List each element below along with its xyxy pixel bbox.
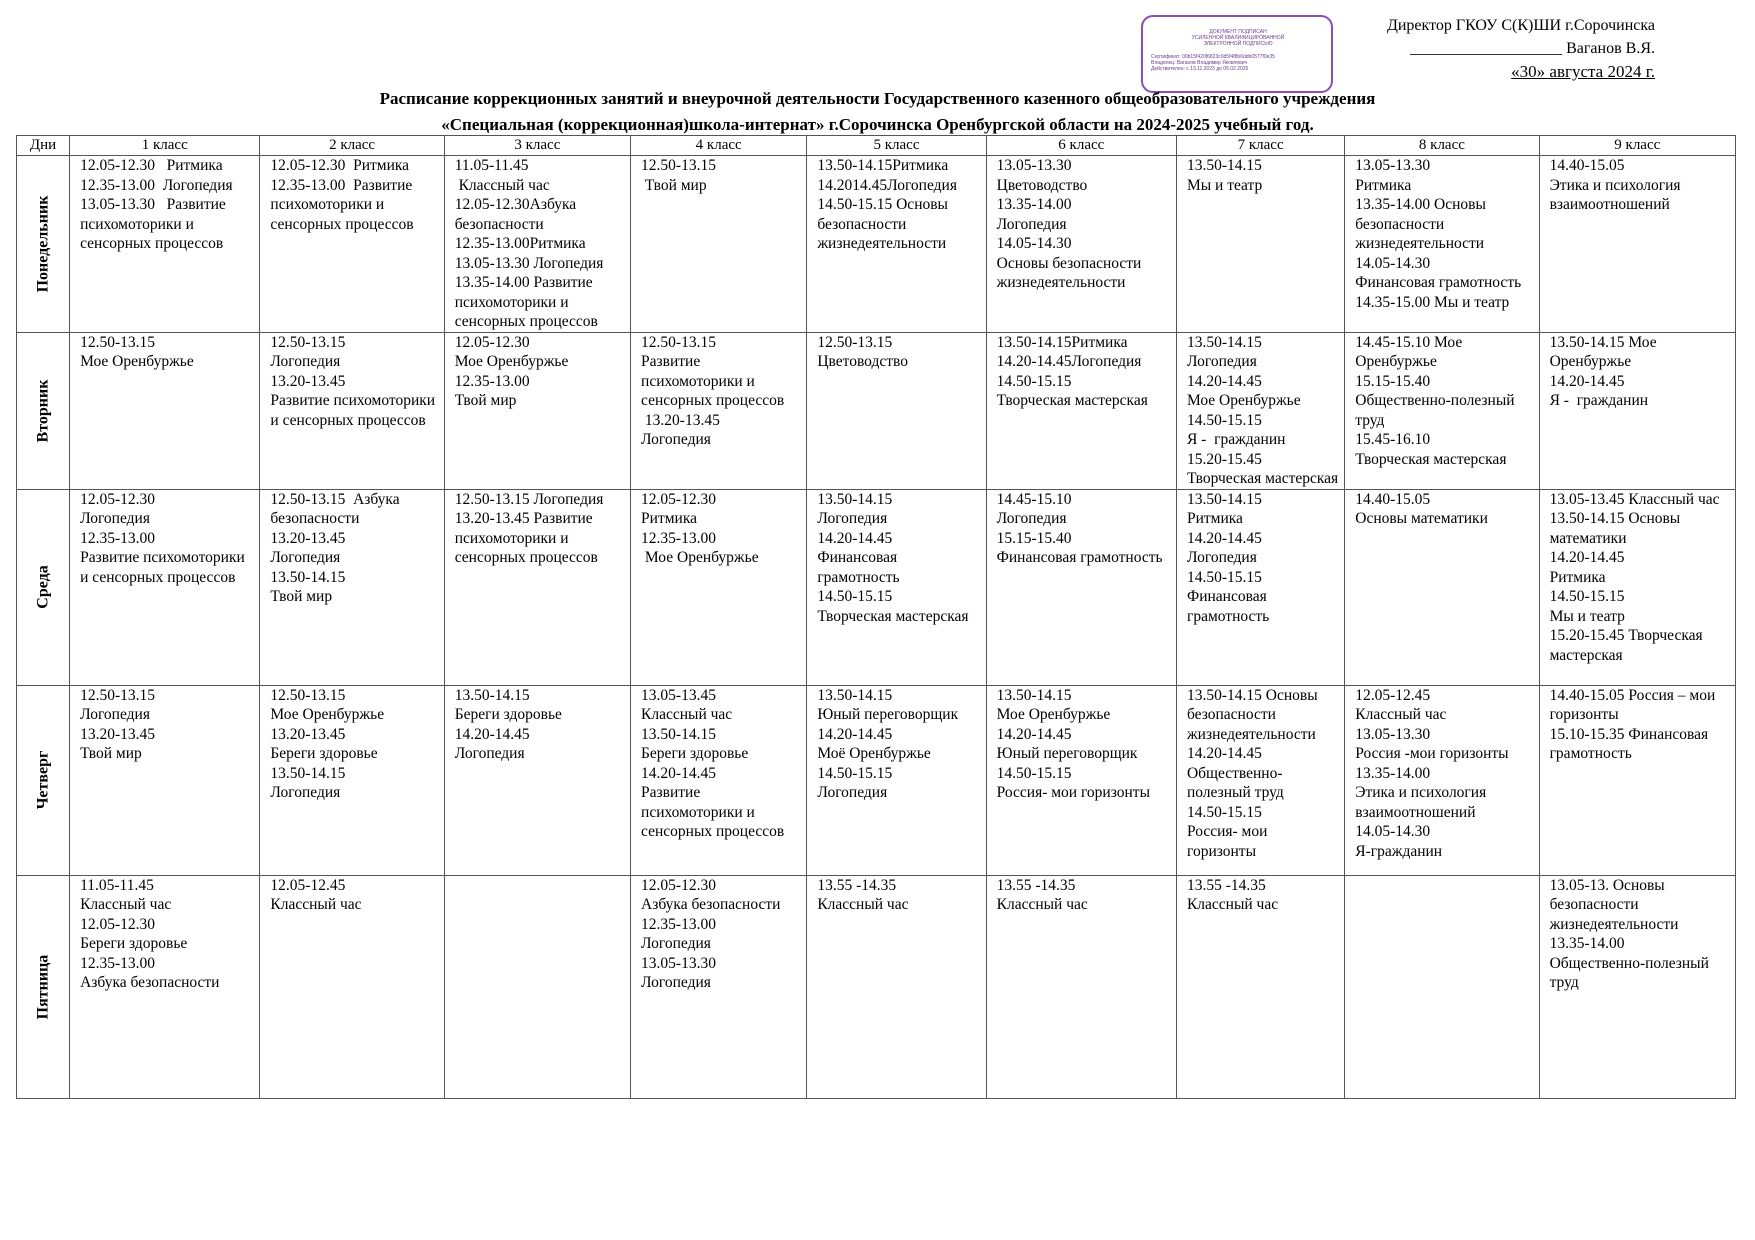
- lesson-line: 12.35-13.00: [641, 915, 716, 933]
- schedule-cell: [260, 685, 444, 875]
- lesson-line: Классный час: [817, 896, 909, 913]
- lesson-line: 11.05-11.45: [454, 157, 529, 174]
- lesson-line: 15.20-15.45: [1186, 450, 1262, 468]
- header-class-8: 8 класс: [1345, 136, 1539, 156]
- approval-block: [1387, 14, 1655, 83]
- lesson-line: 12.05-12.30: [454, 333, 530, 351]
- lesson-line: Ритмика: [1186, 510, 1243, 527]
- header-class-6: 6 класс: [986, 136, 1176, 156]
- lesson-line: Финансовая грамотность: [817, 549, 901, 586]
- lesson-line: Финансовая грамотность: [1186, 588, 1271, 625]
- schedule-cell: [1345, 156, 1539, 333]
- lesson-line: Логопедия: [996, 215, 1067, 233]
- lesson-line: 13.20-13.45: [641, 411, 720, 429]
- lesson-line: 15.45-16.10: [1355, 431, 1431, 448]
- schedule-cell: [70, 875, 260, 1098]
- lesson-line: 14.50-15.15: [1186, 568, 1262, 586]
- header-class-4: 4 класс: [631, 136, 807, 156]
- schedule-body: [17, 156, 1736, 1099]
- lesson-line: Классный час: [80, 896, 172, 913]
- lesson-line: Этика и психология взаимоотношений: [1355, 784, 1491, 821]
- schedule-cell: [1176, 685, 1344, 875]
- schedule-cell: [444, 489, 630, 685]
- lesson-line: 12.05-12.30 Ритмика: [80, 157, 223, 174]
- lesson-line: 12.50-13.15: [80, 333, 155, 351]
- lesson-line: 13.20-13.45: [270, 725, 346, 743]
- lesson-line: Развитие психомоторики и сенсорных процессов: [80, 549, 249, 586]
- lesson-line: 13.05-13.30: [641, 954, 716, 972]
- lesson-line: 13.50-14.15 Основы безопасности жизнедеятельности: [1186, 686, 1322, 743]
- lesson-line: 12.05-12.30Азбука безопасности: [454, 196, 581, 233]
- schedule-cell: [986, 332, 1176, 489]
- schedule-cell: [444, 156, 630, 333]
- day-label: Вторник: [34, 379, 52, 442]
- schedule-cell: [1539, 685, 1735, 875]
- lesson-line: 12.35-13.00: [641, 529, 716, 547]
- schedule-cell: [70, 685, 260, 875]
- lesson-line: 14.50-15.15: [1549, 588, 1625, 605]
- schedule-cell: [631, 489, 807, 685]
- lesson-line: 15.20-15.45 Творческая мастерская: [1549, 627, 1707, 664]
- lesson-line: 13.50-14.15: [454, 686, 530, 704]
- lesson-line: 14.50-15.15: [817, 764, 893, 782]
- lesson-line: Логопедия: [1186, 353, 1257, 370]
- lesson-line: 12.05-12.45: [1355, 686, 1431, 704]
- lesson-line: 14.20-14.45: [817, 529, 893, 547]
- lesson-line: 14.20-14.45: [1186, 745, 1262, 762]
- lesson-line: 12.05-12.30: [80, 915, 155, 933]
- lesson-line: Этика и психология взаимоотношений: [1549, 176, 1685, 213]
- lesson-line: 14.05-14.30: [1355, 823, 1431, 840]
- stamp-details: Сертификат: 00b15f420f6823c0d5f4f8b6ddb0577f0e35 Владелец: Ваганов Владимир Яковлевич Действителен: с 13.11.2023 до 05.02.2025: [1151, 54, 1275, 72]
- lesson-line: 14.40-15.05 Россия – мои горизонты: [1549, 686, 1720, 723]
- lesson-line: 12.50-13.15: [641, 333, 716, 351]
- schedule-row: [17, 156, 1736, 333]
- lesson-line: 12.05-12.30: [641, 490, 716, 508]
- lesson-line: 13.20-13.45 Развитие психомоторики и сенсорных процессов: [454, 510, 598, 566]
- document-title: [0, 86, 1755, 138]
- schedule-cell: [1176, 875, 1344, 1098]
- lesson-line: Классный час: [1186, 896, 1279, 913]
- lesson-line: 13.05-13.30 Развитие психомоторики и сенсорных процессов: [80, 196, 230, 252]
- lesson-line: Мое Оренбуржье: [641, 549, 759, 566]
- lesson-line: Моё Оренбуржье: [817, 745, 931, 762]
- lesson-line: Творческая мастерская: [1186, 470, 1339, 487]
- lesson-line: Твой мир: [270, 588, 333, 605]
- director-title: Директор ГКОУ С(К)ШИ г.Сорочинска: [1386, 17, 1655, 34]
- lesson-line: 12.50-13.15: [270, 333, 346, 351]
- schedule-cell: [631, 332, 807, 489]
- lesson-line: Россия- мои горизонты: [1186, 823, 1272, 860]
- lesson-line: 14.20-14.45: [454, 725, 530, 743]
- lesson-line: 14.40-15.05: [1549, 157, 1625, 174]
- schedule-row: [17, 875, 1736, 1098]
- lesson-line: 11.05-11.45: [80, 876, 154, 894]
- lesson-line: 13.05-13.45: [641, 686, 716, 704]
- header-class-5: 5 класс: [807, 136, 986, 156]
- schedule-cell: [444, 685, 630, 875]
- lesson-line: 13.55 -14.35: [1186, 876, 1266, 894]
- lesson-line: Основы математики: [1355, 510, 1488, 527]
- lesson-line: 12.50-13.15: [80, 686, 155, 704]
- lesson-line: 14.40-15.05: [1355, 490, 1431, 508]
- lesson-line: 14.20-14.45Логопедия: [996, 353, 1142, 370]
- header-row: [17, 136, 1736, 156]
- schedule-cell: [444, 875, 630, 1098]
- lesson-line: Мое Оренбуржье: [270, 706, 385, 723]
- day-label: Среда: [34, 565, 52, 609]
- schedule-cell: [1539, 489, 1735, 685]
- lesson-line: 13.50-14.15: [817, 686, 893, 704]
- lesson-line: 12.35-13.00 Развитие психомоторики и сенсорных процессов: [270, 176, 417, 233]
- schedule-cell: [1345, 489, 1539, 685]
- lesson-line: Классный час: [454, 176, 550, 194]
- lesson-line: 13.20-13.45: [270, 372, 346, 390]
- schedule-cell: [807, 489, 986, 685]
- schedule-cell: [631, 875, 807, 1098]
- lesson-line: 13.50-14.15: [641, 725, 716, 743]
- lesson-line: Логопедия: [996, 510, 1067, 527]
- lesson-line: Цветоводство: [817, 353, 908, 370]
- lesson-line: 14.05-14.30: [996, 235, 1072, 252]
- header-class-1: 1 класс: [70, 136, 260, 156]
- lesson-line: 13.50-14.15Ритмика: [817, 157, 949, 174]
- header-class-3: 3 класс: [444, 136, 630, 156]
- lesson-line: Логопедия: [270, 353, 341, 370]
- lesson-line: Финансовая грамотность: [996, 549, 1163, 566]
- lesson-line: 12.35-13.00: [80, 529, 155, 547]
- lesson-line: Общественно-полезный труд: [1549, 954, 1713, 991]
- lesson-line: 12.35-13.00: [454, 372, 530, 390]
- lesson-line: Развитие психомоторики и сенсорных процессов: [641, 784, 785, 840]
- lesson-line: Азбука безопасности: [641, 896, 781, 913]
- schedule-cell: [1176, 489, 1344, 685]
- day-cell: [17, 685, 70, 875]
- lesson-line: 13.35-14.00 Основы безопасности жизнедеятельности: [1355, 196, 1490, 252]
- lesson-line: 13.35-14.00: [1355, 764, 1431, 782]
- lesson-line: Ритмика: [641, 510, 697, 527]
- lesson-line: Логопедия: [817, 784, 888, 801]
- schedule-cell: [1345, 685, 1539, 875]
- lesson-line: Я - гражданин: [1186, 431, 1286, 448]
- lesson-line: Логопедия: [270, 784, 341, 801]
- lesson-line: 12.35-13.00: [80, 954, 155, 972]
- lesson-line: Мое Оренбуржье: [996, 706, 1111, 723]
- lesson-line: Логопедия: [270, 549, 341, 566]
- lesson-line: Мое Оренбуржье: [1186, 392, 1301, 409]
- header-class-9: 9 класс: [1539, 136, 1735, 156]
- lesson-line: 12.50-13.15: [817, 333, 893, 351]
- lesson-line: 13.50-14.15Ритмика: [996, 333, 1128, 351]
- lesson-line: 12.50-13.15 Азбука безопасности: [270, 490, 404, 527]
- lesson-line: 12.35-13.00 Логопедия: [80, 176, 233, 194]
- lesson-line: 13.05-13.45 Классный час: [1549, 490, 1720, 508]
- lesson-line: 13.55 -14.35: [996, 876, 1076, 894]
- lesson-line: Логопедия: [641, 974, 711, 991]
- lesson-line: 13.50-14.15: [996, 686, 1072, 704]
- lesson-line: Мое Оренбуржье: [454, 353, 569, 370]
- schedule-cell: [444, 332, 630, 489]
- schedule-cell: [70, 156, 260, 333]
- schedule-cell: [1539, 875, 1735, 1098]
- lesson-line: 14.45-15.10: [996, 490, 1072, 508]
- lesson-line: 15.15-15.40: [996, 529, 1072, 547]
- lesson-line: 13.05-13. Основы безопасности жизнедеятельности: [1549, 876, 1679, 933]
- schedule-cell: [631, 156, 807, 333]
- schedule-row: [17, 685, 1736, 875]
- lesson-line: 15.10-15.35 Финансовая грамотность: [1549, 725, 1713, 762]
- lesson-line: 12.35-13.00Ритмика: [454, 235, 586, 252]
- lesson-line: Творческая мастерская: [1355, 450, 1507, 468]
- schedule-cell: [1176, 156, 1344, 333]
- lesson-line: 12.50-13.15: [641, 157, 716, 174]
- lesson-line: 14.20-14.45: [1186, 372, 1262, 390]
- day-cell: [17, 875, 70, 1098]
- schedule-cell: [70, 332, 260, 489]
- schedule-cell: [807, 685, 986, 875]
- lesson-line: Логопедия: [1186, 549, 1257, 566]
- schedule-cell: [986, 156, 1176, 333]
- lesson-line: 13.50-14.15: [1186, 157, 1262, 174]
- lesson-line: Ритмика: [1355, 176, 1412, 194]
- lesson-line: Россия -мои горизонты: [1355, 745, 1509, 762]
- lesson-line: 13.50-14.15: [1186, 490, 1262, 508]
- schedule-cell: [986, 489, 1176, 685]
- lesson-line: 13.55 -14.35: [817, 876, 897, 894]
- lesson-line: 12.05-12.30: [80, 490, 155, 508]
- schedule-cell: [260, 875, 444, 1098]
- lesson-line: Береги здоровье: [80, 935, 188, 952]
- lesson-line: Логопедия: [641, 935, 711, 952]
- lesson-line: 13.35-14.00 Развитие психомоторики и сенсорных процессов: [454, 274, 598, 330]
- lesson-line: Россия- мои горизонты: [996, 784, 1150, 801]
- schedule-cell: [1345, 875, 1539, 1098]
- lesson-line: Творческая мастерская: [817, 607, 969, 625]
- schedule-cell: [1539, 332, 1735, 489]
- lesson-line: 14.35-15.00 Мы и театр: [1355, 293, 1510, 311]
- lesson-line: 14.50-15.15: [1186, 411, 1262, 429]
- schedule-row: [17, 489, 1736, 685]
- lesson-line: 14.50-15.15: [1186, 803, 1262, 821]
- day-cell: [17, 489, 70, 685]
- lesson-line: Логопедия: [641, 431, 711, 448]
- lesson-line: 13.05-13.30: [1355, 157, 1431, 174]
- lesson-line: Береги здоровье: [641, 745, 749, 762]
- lesson-line: Ритмика: [1549, 568, 1606, 586]
- lesson-line: Развитие психомоторики и сенсорных процессов: [641, 353, 785, 409]
- lesson-line: 13.35-14.00: [996, 196, 1072, 213]
- header-class-2: 2 класс: [260, 136, 444, 156]
- lesson-line: Мы и театр: [1186, 176, 1263, 194]
- lesson-line: Цветоводство: [996, 176, 1088, 194]
- lesson-line: Логопедия: [454, 745, 525, 762]
- lesson-line: Твой мир: [80, 745, 142, 762]
- lesson-line: 13.50-14.15: [1186, 333, 1262, 351]
- lesson-line: 13.05-13.30 Логопедия: [454, 254, 604, 272]
- header-days: Дни: [17, 136, 70, 156]
- lesson-line: Классный час: [270, 896, 362, 913]
- lesson-line: 14.2014.45Логопедия: [817, 176, 957, 194]
- lesson-line: Береги здоровье: [454, 706, 562, 723]
- schedule-cell: [807, 332, 986, 489]
- lesson-line: Твой мир: [641, 176, 707, 194]
- schedule-cell: [260, 489, 444, 685]
- schedule-cell: [260, 332, 444, 489]
- lesson-line: 14.20-14.45: [641, 764, 716, 782]
- lesson-line: Классный час: [996, 896, 1088, 913]
- lesson-line: 14.20-14.45: [1549, 549, 1625, 566]
- lesson-line: 12.50-13.15: [270, 686, 346, 704]
- schedule-cell: [986, 685, 1176, 875]
- lesson-line: 12.05-12.30 Ритмика: [270, 157, 410, 174]
- lesson-line: Логопедия: [817, 510, 888, 527]
- lesson-line: 13.20-13.45: [270, 529, 346, 547]
- day-cell: [17, 156, 70, 333]
- lesson-line: 12.05-12.30: [641, 876, 716, 894]
- lesson-line: Классный час: [1355, 706, 1447, 723]
- lesson-line: 13.50-14.15 Мое Оренбуржье: [1549, 333, 1661, 370]
- schedule-cell: [631, 685, 807, 875]
- header-class-7: 7 класс: [1176, 136, 1344, 156]
- lesson-line: 13.50-14.15 Основы математики: [1549, 510, 1685, 547]
- lesson-line: Логопедия: [80, 510, 150, 527]
- lesson-line: Логопедия: [80, 706, 150, 723]
- day-label: Пятница: [34, 954, 52, 1019]
- lesson-line: 13.50-14.15: [270, 568, 346, 586]
- lesson-line: Общественно-полезный труд: [1186, 764, 1284, 801]
- title-line-2: «Специальная (коррекционная)школа-интернат» г.Сорочинска Оренбургской области на 2024-2025 учебный год.: [441, 115, 1314, 134]
- lesson-line: 13.50-14.15: [817, 490, 893, 508]
- lesson-line: 14.50-15.15: [996, 372, 1072, 390]
- lesson-line: 14.50-15.15 Основы безопасности жизнедеятельности: [817, 196, 952, 252]
- schedule-cell: [70, 489, 260, 685]
- lesson-line: 13.05-13.30: [996, 157, 1072, 174]
- schedule-cell: [807, 156, 986, 333]
- title-line-1: Расписание коррекционных занятий и внеурочной деятельности Государственного казенного общеобразовательного учреждения: [379, 89, 1376, 108]
- day-label: Четверг: [34, 750, 52, 810]
- lesson-line: 14.05-14.30: [1355, 254, 1431, 272]
- lesson-line: 13.05-13.30: [1355, 725, 1431, 743]
- lesson-line: 15.15-15.40: [1355, 372, 1431, 390]
- lesson-line: Мое Оренбуржье: [80, 353, 194, 370]
- lesson-line: Классный час: [641, 706, 733, 723]
- lesson-line: 13.50-14.15: [270, 764, 346, 782]
- schedule-cell: [260, 156, 444, 333]
- lesson-line: Твой мир: [454, 392, 517, 409]
- stamp-heading: ДОКУМЕНТ ПОДПИСАН УСИЛЕННОЙ КВАЛИФИЦИРОВАННОЙ ЭЛЕКТРОННОЙ ПОДПИСЬЮ: [1191, 29, 1285, 47]
- schedule-cell: [986, 875, 1176, 1098]
- lesson-line: 14.20-14.45: [1186, 529, 1262, 547]
- lesson-line: Финансовая грамотность: [1355, 274, 1522, 291]
- schedule-table: [16, 135, 1736, 1099]
- lesson-line: 14.50-15.15: [996, 764, 1072, 782]
- lesson-line: 14.50-15.15: [817, 588, 893, 605]
- lesson-line: 13.35-14.00: [1549, 935, 1625, 952]
- lesson-line: 12.50-13.15 Логопедия: [454, 490, 604, 508]
- lesson-line: 13.20-13.45: [80, 725, 155, 743]
- lesson-line: Я-гражданин: [1355, 842, 1443, 860]
- schedule-cell: [1539, 156, 1735, 333]
- schedule-cell: [807, 875, 986, 1098]
- lesson-line: Азбука безопасности: [80, 974, 220, 991]
- director-signature-line: ___________________ Ваганов В.Я.: [1410, 40, 1655, 57]
- lesson-line: Я - гражданин: [1549, 392, 1649, 409]
- lesson-line: 12.05-12.45: [270, 876, 346, 894]
- lesson-line: 14.20-14.45: [1549, 372, 1625, 390]
- schedule-cell: [1345, 332, 1539, 489]
- schedule-cell: [1176, 332, 1344, 489]
- lesson-line: Юный переговорщик: [817, 706, 959, 723]
- lesson-line: 14.20-14.45: [817, 725, 893, 743]
- schedule-row: [17, 332, 1736, 489]
- lesson-line: Общественно-полезный труд: [1355, 392, 1519, 429]
- day-label: Понедельник: [34, 195, 52, 293]
- lesson-line: Мы и театр: [1549, 607, 1625, 625]
- lesson-line: Береги здоровье: [270, 745, 378, 762]
- lesson-line: Творческая мастерская: [996, 392, 1148, 409]
- lesson-line: Юный переговорщик: [996, 745, 1138, 762]
- electronic-signature-stamp: [1141, 15, 1333, 93]
- day-cell: [17, 332, 70, 489]
- lesson-line: 14.20-14.45: [996, 725, 1072, 743]
- lesson-line: 14.45-15.10 Мое Оренбуржье: [1355, 333, 1467, 370]
- approval-date: «30» августа 2024 г.: [1511, 62, 1655, 81]
- lesson-line: Развитие психомоторики и сенсорных процессов: [270, 392, 439, 429]
- lesson-line: Основы безопасности жизнедеятельности: [996, 254, 1146, 291]
